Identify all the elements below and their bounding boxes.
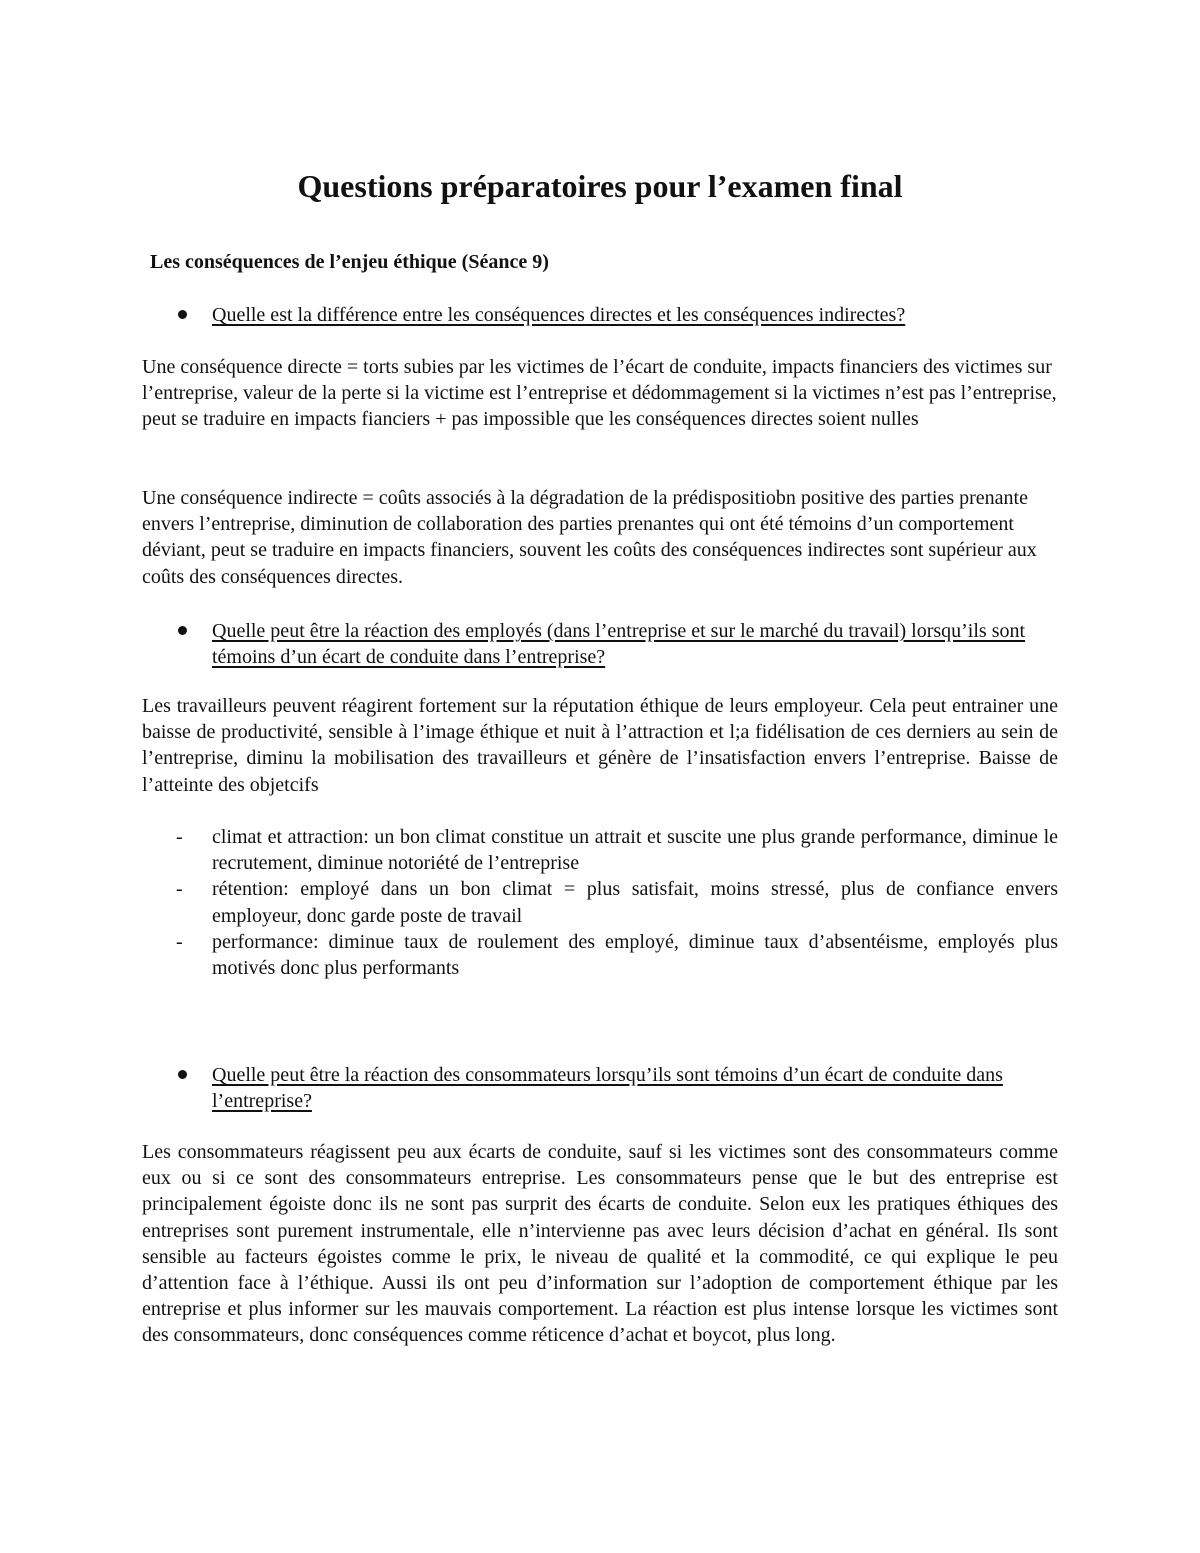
answer-1-direct: Une conséquence directe = torts subies par les victimes de l’écart de conduite, impacts financiers des victimes sur l’entreprise, valeur de la perte si la victime est l’entreprise et dédommagement si la victimes n’est pas l’entreprise, peut se traduire en impacts fianciers + pas impossible que les conséquences directes soient nulles xyxy=(142,356,1057,431)
question-2 xyxy=(178,618,1048,670)
list-item xyxy=(142,824,1058,876)
section-heading: Les conséquences de l’enjeu éthique (Séance 9) xyxy=(150,251,549,273)
list-item-text: climat et attraction: un bon climat constitue un attrait et suscite une plus grande performance, diminue le recrutement, diminue notoriété de l’entreprise xyxy=(212,826,1058,875)
document-title: Questions préparatoires pour l’examen final xyxy=(297,168,903,204)
answer-1-indirect: Une conséquence indirecte = coûts associés à la dégradation de la prédispositiobn positive des parties prenante envers l’entreprise, diminution de collaboration des parties prenantes qui ont été témoins d’un comportement déviant, peut se traduire en impacts financiers, souvent les coûts des conséquences indirectes sont supérieur aux coûts des conséquences directes. xyxy=(142,487,1037,588)
list-item xyxy=(142,929,1058,981)
question-3-text: Quelle peut être la réaction des consommateurs lorsqu’ils sont témoins d’un écart de conduite dans l’entreprise? xyxy=(212,1064,1003,1112)
answer-2: Les travailleurs peuvent réagirent fortement sur la réputation éthique de leurs employeur. Cela peut entrainer une baisse de productivité, sensible à l’image éthique et nuit à l’attraction et l;a fidélisation de ces derniers au sein de l’entreprise, diminu la mobilisation des travailleurs et génère de l’insatisfaction envers l’entreprise. Baisse de l’atteinte des objetcifs xyxy=(142,695,1058,796)
list-item-text: rétention: employé dans un bon climat = plus satisfait, moins stressé, plus de confiance envers employeur, donc garde poste de travail xyxy=(212,878,1058,927)
question-3 xyxy=(178,1062,1048,1114)
list-dash: - xyxy=(176,930,183,953)
bullet-icon xyxy=(178,310,187,319)
bullet-icon xyxy=(178,626,187,635)
effects-list xyxy=(142,824,1058,981)
question-2-text: Quelle peut être la réaction des employés (dans l’entreprise et sur le marché du travail) lorsqu’ils sont témoins d’un écart de conduite dans l’entreprise? xyxy=(212,620,1026,668)
answer-3: Les consommateurs réagissent peu aux écarts de conduite, sauf si les victimes sont des consommateurs comme eux ou si ce sont des consommateurs entreprise. Les consommateurs pense que le but des entreprise est principalement égoiste donc ils ne sont pas surprit des écarts de conduite. Selon eux les pratiques éthiques des entreprises sont purement instrumentale, elle n’intervienne pas avec leurs décision d’achat en général. Ils sont sensible au facteurs égoistes comme le prix, le niveau de qualité et la commodité, ce qui explique le peu d’attention face à l’éthique. Aussi ils ont peu d’information sur l’adoption de comportement éthique par les entreprise et plus informer sur les mauvais comportement. La réaction est plus intense lorsque les victimes sont des consommateurs, donc conséquences comme réticence d’achat et boycot, plus long. xyxy=(142,1141,1058,1347)
bullet-icon xyxy=(178,1070,187,1079)
list-dash: - xyxy=(176,826,183,848)
list-item-text: performance: diminue taux de roulement des employé, diminue taux d’absentéisme, employés plus motivés donc plus performants xyxy=(212,930,1058,980)
question-1-text: Quelle est la différence entre les conséquences directes et les conséquences indirectes? xyxy=(212,304,906,326)
list-dash: - xyxy=(176,878,183,901)
list-item xyxy=(142,876,1058,928)
question-1 xyxy=(178,302,1048,328)
